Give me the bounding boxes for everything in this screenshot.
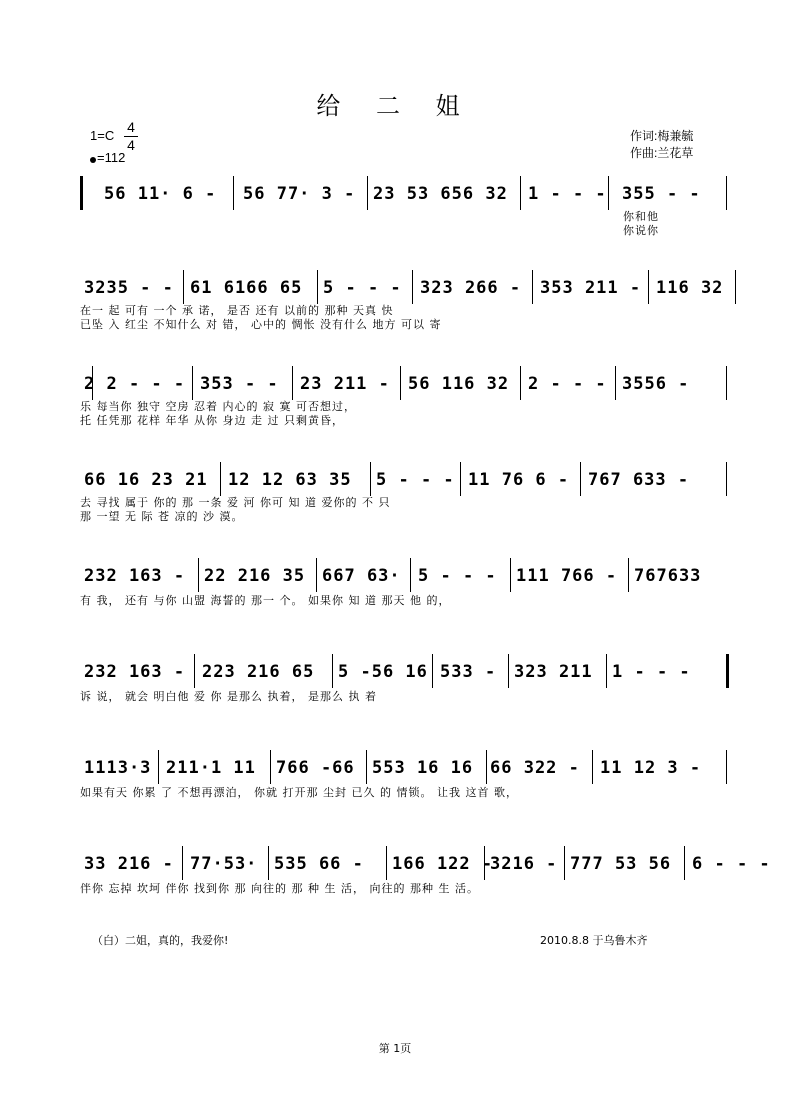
time-sig-bottom: 4	[127, 137, 135, 153]
lyrics-row-3a: 乐 每当你 独守 空房 忍着 内心的 寂 寞 可否想过，	[80, 400, 356, 413]
measure: 1113·3	[84, 758, 152, 778]
measure: 3235 - -	[84, 278, 174, 298]
measure: 5 - - -	[323, 278, 402, 298]
measure: 5 -56 16	[338, 662, 428, 682]
measure: 3556 -	[622, 374, 690, 394]
lyrics-row-2a: 在一 起 可有 一个 承 诺， 是否 还有 以前的 那种 天真 快	[80, 304, 394, 317]
lyrics-row-5a: 有 我， 还有 与你 山盟 海誓的 那一 个。 如果你 知 道 那天 他 的，	[80, 594, 451, 607]
lyrics-row-7a: 如果有天 你累 了 不想再漂泊， 你就 打开那 尘封 已久 的 情锁。 让我 这首 歌，	[80, 786, 518, 799]
lyricist-credit: 作词:梅兼毓	[630, 129, 694, 143]
measure: 1 - - -	[612, 662, 691, 682]
measure: 56 116 32	[408, 374, 510, 394]
time-signature	[124, 120, 138, 153]
measure: 61 6166 65	[190, 278, 303, 298]
lyrics-row-4a: 去 寻找 属于 你的 那 一条 爱 河 你可 知 道 爱你的 不 只	[80, 496, 391, 509]
page-number: 第 1页	[378, 1042, 412, 1055]
measure: 5 - - -	[418, 566, 497, 586]
measure: 777 53 56	[570, 854, 672, 874]
measure: 353 - -	[200, 374, 279, 394]
measure: 23 53 656 32	[373, 184, 508, 204]
notes-row-2	[80, 278, 736, 300]
measure: 12 12 63 35	[228, 470, 352, 490]
measure: 535 66 -	[274, 854, 364, 874]
composer-credit: 作曲:兰花草	[630, 146, 694, 160]
measure: 767633	[634, 566, 702, 586]
measure: 66 322 -	[490, 758, 580, 778]
measure: 6 - - -	[692, 854, 771, 874]
notes-row-5	[80, 566, 736, 588]
measure: 33 216 -	[84, 854, 174, 874]
measure: 232 163 -	[84, 566, 186, 586]
measure: 232 163 -	[84, 662, 186, 682]
measure: 323 211	[514, 662, 593, 682]
measure: 353 211 -	[540, 278, 642, 298]
measure: 116 32	[656, 278, 724, 298]
measure: 667 63·	[322, 566, 401, 586]
measure: 323 266 -	[420, 278, 522, 298]
notes-row-8	[80, 854, 771, 876]
measure: 3216 -	[490, 854, 558, 874]
quarter-note-icon	[90, 157, 96, 163]
measure: 553 16 16	[372, 758, 474, 778]
measure: 2 2 - - -	[84, 374, 186, 394]
notes-row-4	[80, 470, 736, 492]
lyrics-row-6a: 诉 说， 就会 明白他 爱 你 是那么 执着， 是那么 执 着	[80, 690, 377, 703]
date-place: 2010.8.8 于乌鲁木齐	[540, 934, 648, 947]
measure: 533 -	[440, 662, 497, 682]
measure: 56 11· 6 -	[104, 184, 217, 204]
notes-row-3	[80, 374, 736, 396]
lyrics-row-4b: 那 一望 无 际 苍 凉的 沙 漠。	[80, 510, 244, 523]
measure: 766 -66	[276, 758, 355, 778]
notes-row-1	[80, 184, 736, 206]
measure: 5 - - -	[376, 470, 455, 490]
measure: 11 76 6 -	[468, 470, 570, 490]
measure: 77·53·	[190, 854, 258, 874]
measure: 2 - - -	[528, 374, 607, 394]
notes-row-6	[80, 662, 736, 684]
time-sig-top: 4	[127, 119, 135, 135]
song-title: 给 二 姐	[316, 92, 474, 120]
measure: 23 211 -	[300, 374, 390, 394]
measure: 22 216 35	[204, 566, 306, 586]
lyrics-row-3b: 托 任凭那 花样 年华 从你 身边 走 过 只剩黄昏，	[80, 414, 344, 427]
measure: 56 77· 3 -	[243, 184, 356, 204]
measure: 355 - -	[622, 184, 701, 204]
measure: 1 - - -	[528, 184, 607, 204]
measure: 111 766 -	[516, 566, 618, 586]
spoken-note: （白）二姐，真的，我爱你!	[92, 934, 229, 947]
measure: 211·1 11	[166, 758, 256, 778]
measure: 223 216 65	[202, 662, 315, 682]
measure: 66 16 23 21	[84, 470, 208, 490]
measure: 11 12 3 -	[600, 758, 702, 778]
measure: 767 633 -	[588, 470, 690, 490]
lyrics-row-2b: 已坠 入 红尘 不知什么 对 错， 心中的 惆怅 没有什么 地方 可以 寄	[80, 318, 442, 331]
key-signature: 1=C	[90, 128, 115, 143]
measure: 166 122 -	[392, 854, 494, 874]
tempo-value: =112	[97, 150, 126, 165]
notes-row-7	[80, 758, 736, 780]
lyrics-row-8a: 伴你 忘掉 坎坷 伴你 找到你 那 向往的 那 种 生 活， 向往的 那种 生 活。	[80, 882, 479, 895]
tempo-marking	[90, 150, 125, 165]
